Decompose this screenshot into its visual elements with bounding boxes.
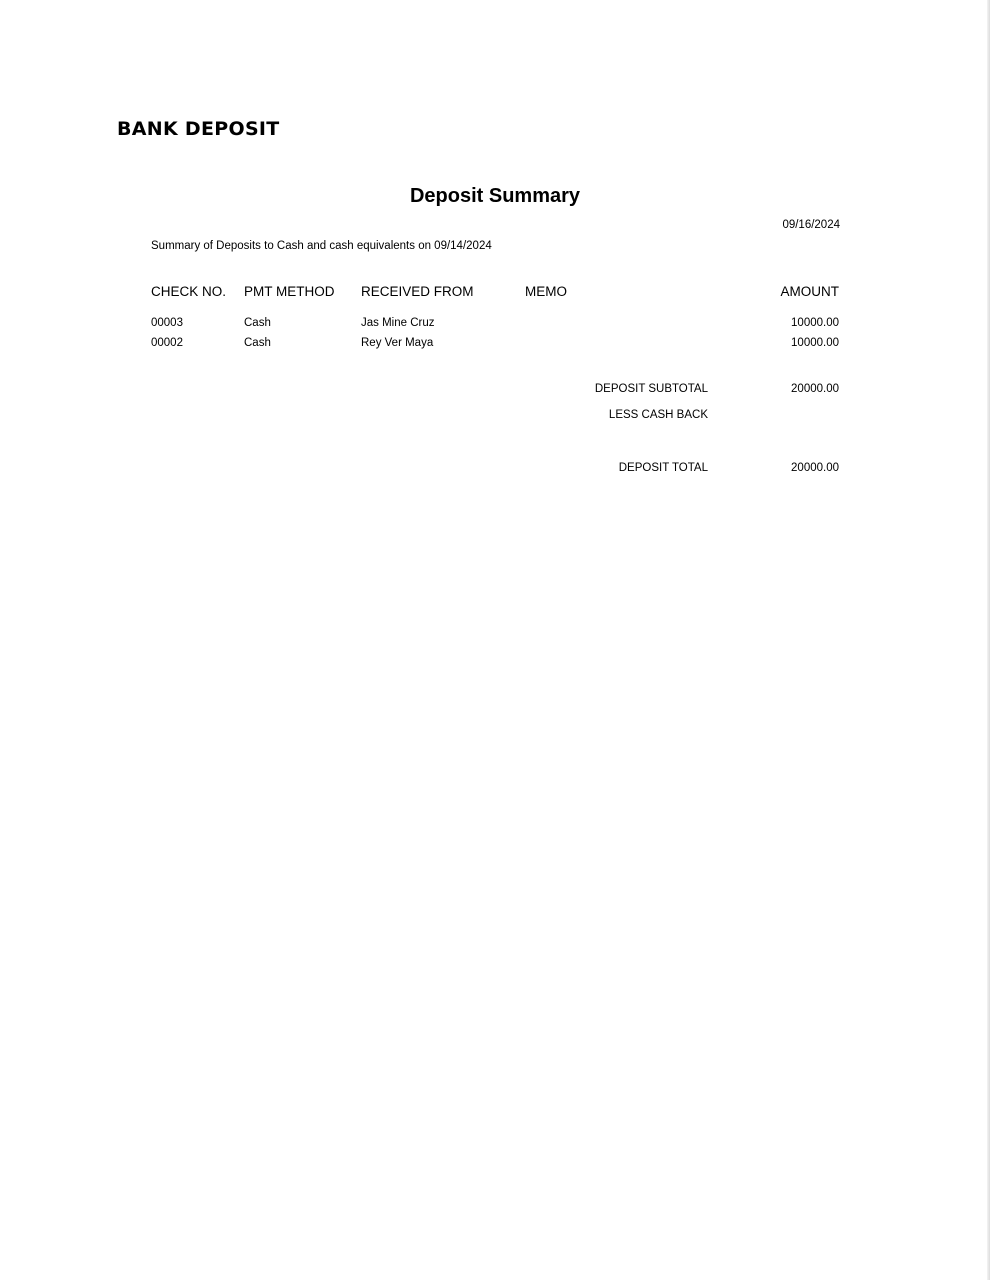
document-heading: BANK DEPOSIT: [117, 118, 280, 140]
column-header-received-from: RECEIVED FROM: [361, 284, 474, 299]
deposit-subtotal-value: 20000.00: [791, 383, 839, 395]
cell-check-no: 00003: [151, 317, 183, 329]
column-header-check-no: CHECK NO.: [151, 284, 227, 299]
deposit-total-label: DEPOSIT TOTAL: [618, 462, 708, 474]
cell-check-no: 00002: [151, 337, 183, 349]
deposit-subtotal-label: DEPOSIT SUBTOTAL: [594, 383, 708, 395]
cell-received-from: Rey Ver Maya: [361, 337, 434, 349]
deposit-total-value: 20000.00: [791, 462, 839, 474]
report-title: Deposit Summary: [409, 185, 581, 207]
less-cash-back-label: LESS CASH BACK: [608, 409, 708, 421]
summary-description: Summary of Deposits to Cash and cash equivalents on 09/14/2024: [151, 240, 492, 252]
column-header-amount: AMOUNT: [780, 284, 839, 299]
cell-pmt-method: Cash: [244, 337, 271, 349]
cell-received-from: Jas Mine Cruz: [361, 317, 435, 329]
column-header-memo: MEMO: [525, 284, 567, 299]
column-header-pmt-method: PMT METHOD: [244, 284, 335, 299]
cell-amount: 10000.00: [791, 317, 839, 329]
report-date: 09/16/2024: [782, 219, 840, 231]
cell-amount: 10000.00: [791, 337, 839, 349]
cell-pmt-method: Cash: [244, 317, 271, 329]
